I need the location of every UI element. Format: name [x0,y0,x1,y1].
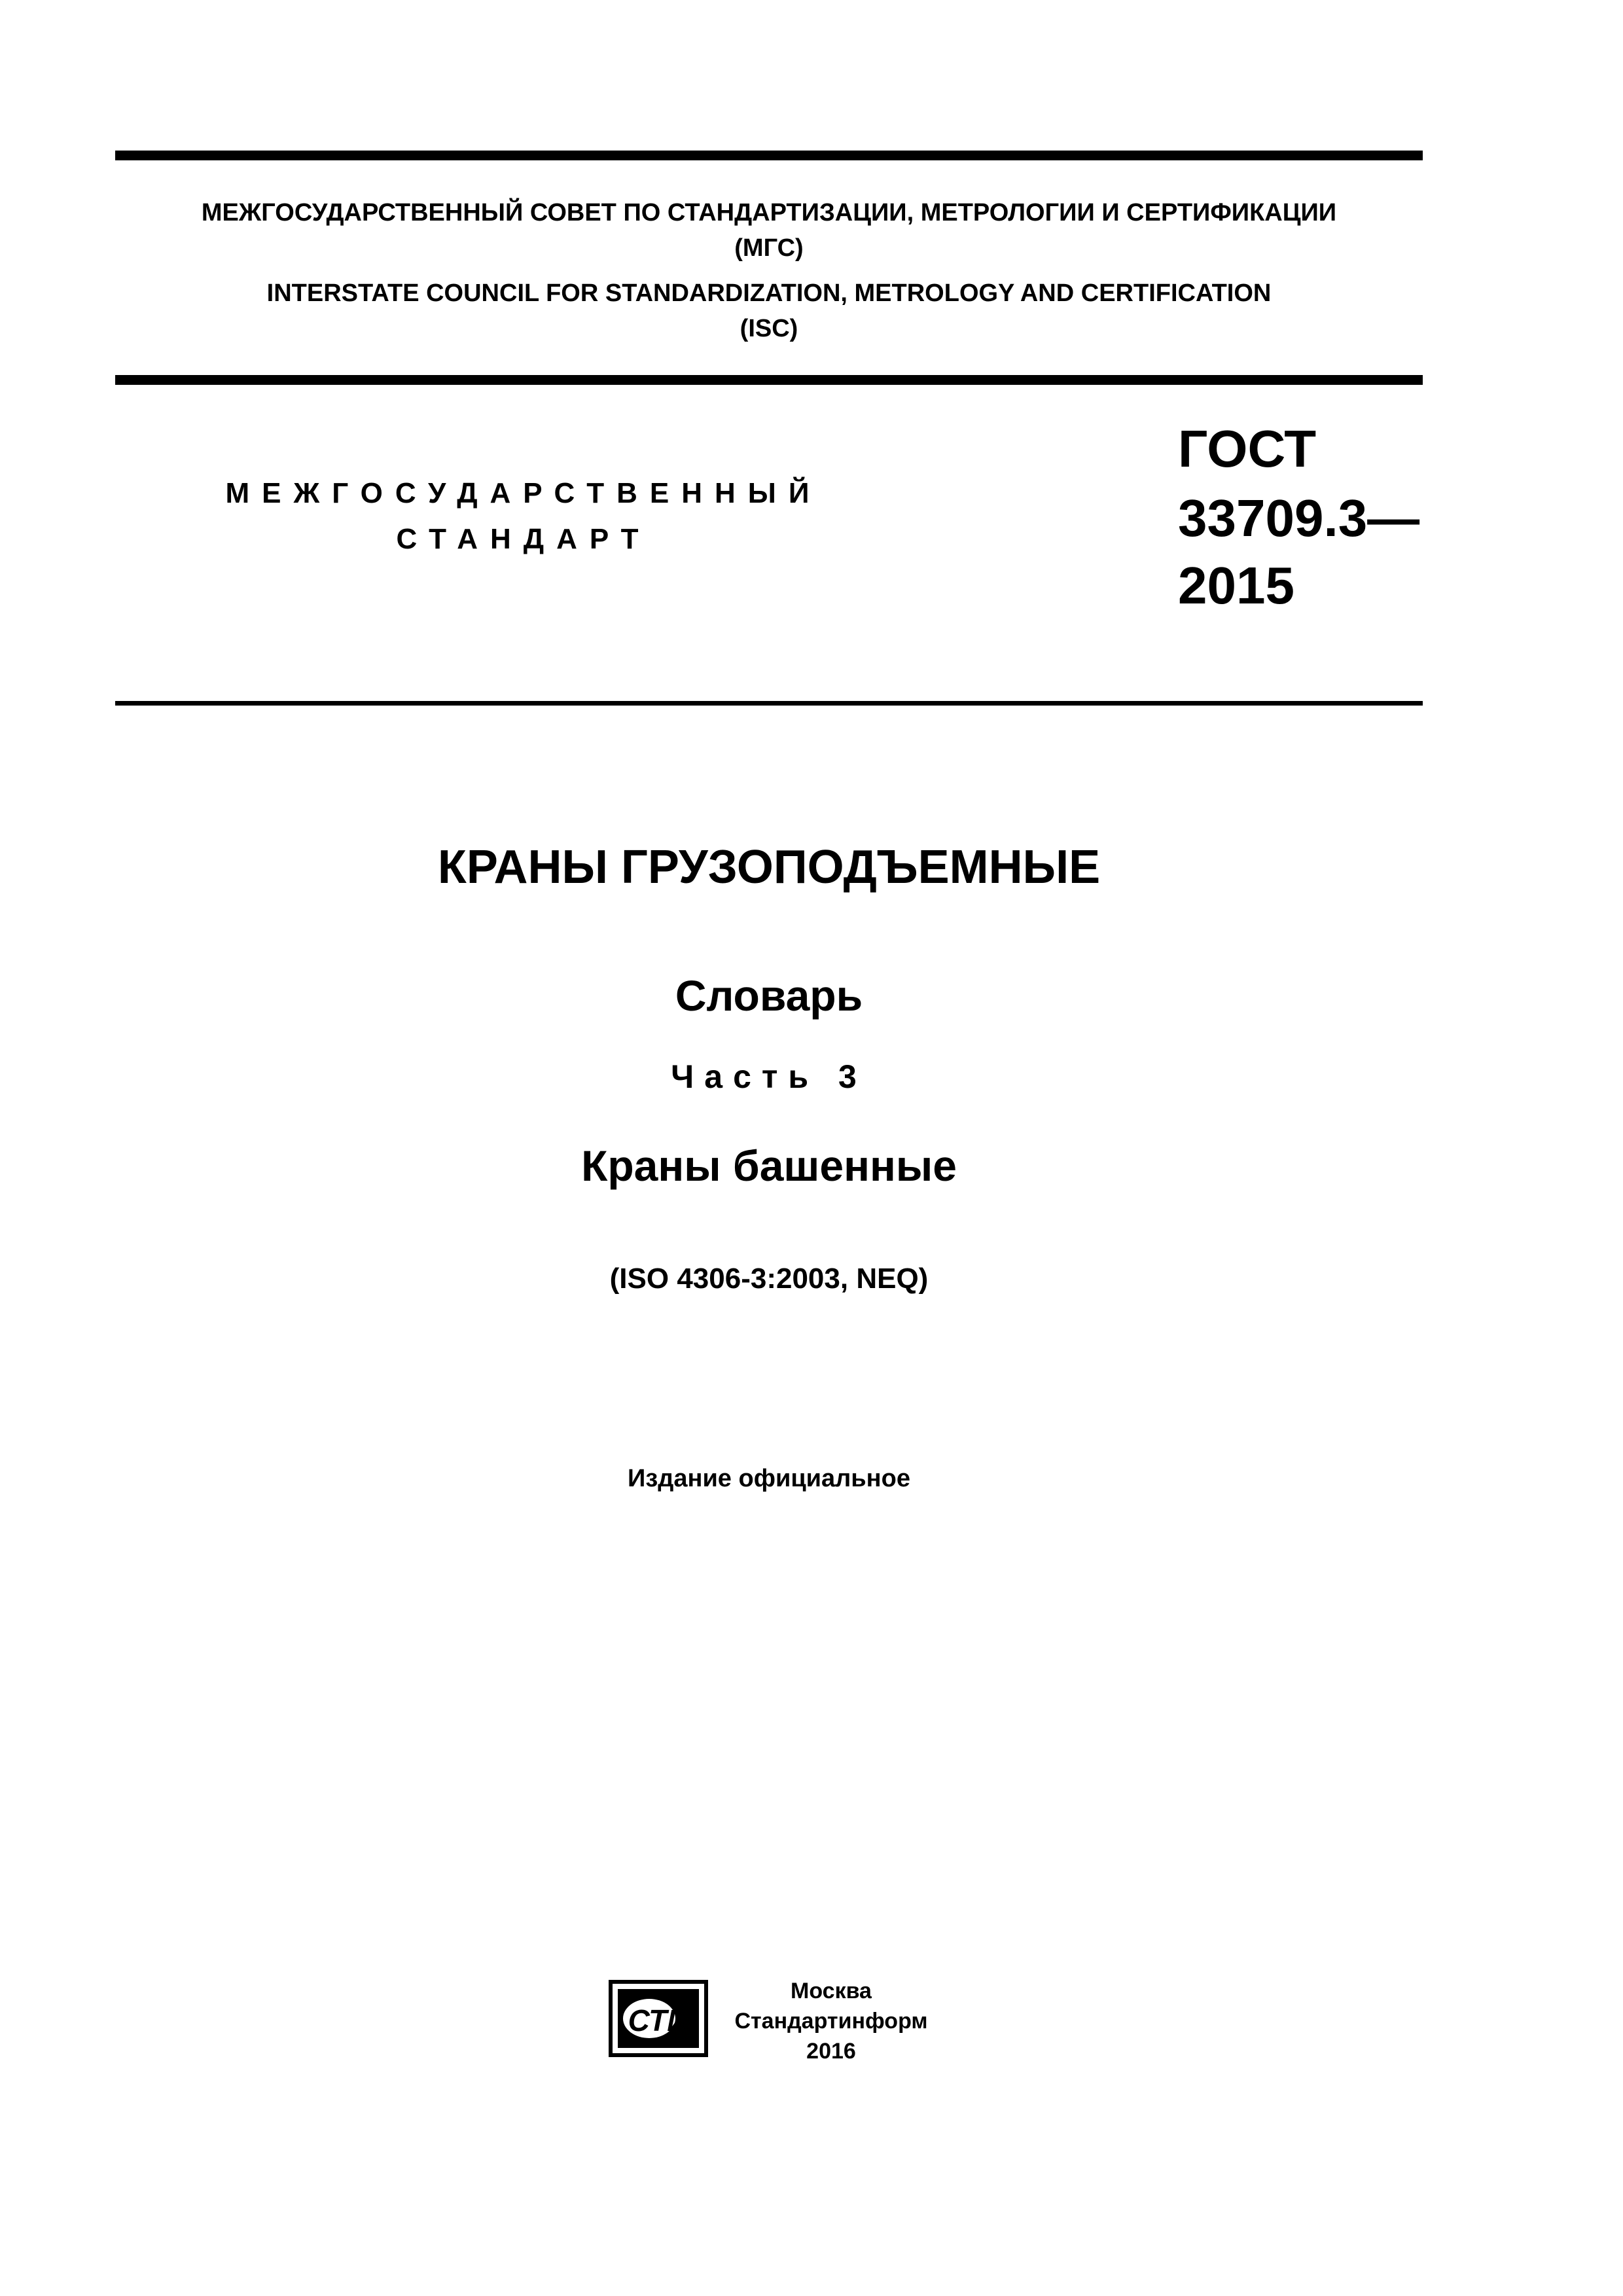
council-abbr-ru: (МГС) [734,234,804,262]
council-name-ru: МЕЖГОСУДАРСТВЕННЫЙ СОВЕТ ПО СТАНДАРТИЗАЦИИ, МЕТРОЛОГИИ И СЕРТИФИКАЦИИ [201,199,1337,226]
edition-note: Издание официальное [628,1465,910,1492]
publication-year: 2016 [806,2039,856,2064]
council-abbr-en: (ISC) [740,315,798,342]
top-rule [115,151,1423,160]
designation-line-2: 33709.3— [1178,489,1420,547]
publisher-city: Москва [791,1979,872,2003]
publisher-name: Стандартинформ [734,2009,928,2034]
standard-type-line-1: МЕЖГОСУДАРСТВЕННЫЙ [225,477,822,509]
document-title: КРАНЫ ГРУЗОПОДЪЕМНЫЕ [437,841,1101,893]
document-part-name: Краны башенные [581,1141,957,1190]
council-name-en: INTERSTATE COUNCIL FOR STANDARDIZATION, METROLOGY AND CERTIFICATION [266,279,1272,307]
designation-line-1: ГОСТ [1178,420,1317,478]
council-divider-rule [115,375,1423,385]
designation-line-3: 2015 [1178,556,1294,615]
document-subtitle: Словарь [675,971,863,1020]
logo-text: СТИ [628,2003,689,2037]
document-part: Часть 3 [671,1058,867,1095]
standartinform-logo-icon [609,1980,708,2057]
header-bottom-rule [115,701,1423,706]
standard-type-line-2: СТАНДАРТ [396,523,651,555]
iso-reference: (ISO 4306-3:2003, NEQ) [609,1263,929,1295]
